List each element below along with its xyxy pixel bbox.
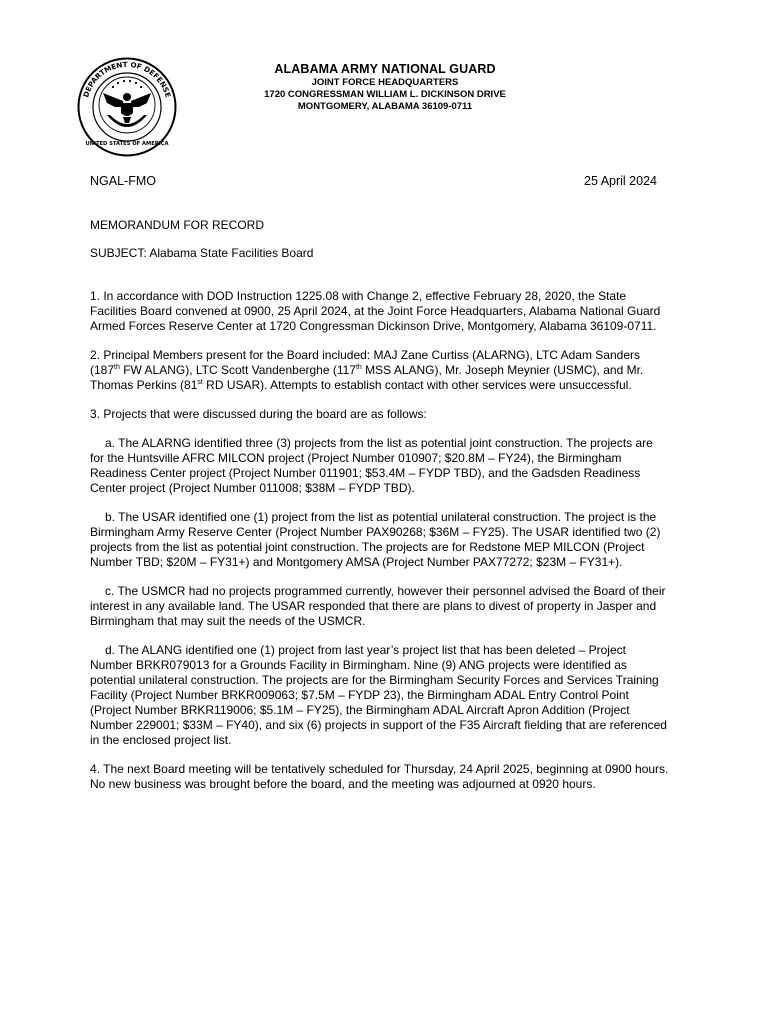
letterhead-line-3: MONTGOMERY, ALABAMA 36109-0711 <box>297 101 473 112</box>
ordinal-suffix: th <box>355 364 362 371</box>
letterhead-title: ALABAMA ARMY NATIONAL GUARD <box>274 62 496 76</box>
paragraph-2-text-c: MSS ALANG), Mr. Joseph Meynier (USMC), and Mr. Thomas Perkins (81 <box>90 363 644 392</box>
svg-text:UNITED STATES OF AMERICA: UNITED STATES OF AMERICA <box>85 141 169 147</box>
office-symbol: NGAL-FMO <box>90 174 156 188</box>
paragraph-3c: c. The USMCR had no projects programmed currently, however their personnel advised the Board of their interest in any available land. The USAR responded that there are plans to divest of property in Jasper and Birmingham that may suit the needs of the USMCR. <box>90 584 666 628</box>
paragraph-3d: d. The ALANG identified one (1) project from last year’s project list that has been deleted – Project Number BRKR079013 for a Grounds Facility in Birmingham. Nine (9) ANG projects were identified as potential unilateral construction. The projects are for the Birmingham Security Forces and Services Training Facility (Project Number BRKR009063; $7.5M – FYDP 23), the Birmingham ADAL Entry Control Point (Project Number BRKR119006; $5.1M – FY25), the Birmingham ADAL Aircraft Apron Addition (Project Number 229001; $33M – FY40), and six (6) projects in support of the F35 Aircraft fielding that are referenced in the enclosed project list. <box>90 643 667 747</box>
paragraph-2 <box>90 348 670 393</box>
dod-seal-icon <box>77 57 177 157</box>
paragraph-3: 3. Projects that were discussed during the board are as follows: <box>90 407 427 421</box>
memo-heading: MEMORANDUM FOR RECORD <box>90 218 264 232</box>
paragraph-3a: a. The ALARNG identified three (3) projects from the list as potential joint construction. The projects are for the Huntsville AFRC MILCON project (Project Number 010907; $20.8M – FY24), the Birmingham Readiness Center project (Project Number 011901; $53.4M – FYDP TBD), and the Gadsden Readiness Center project (Project Number 011008; $38M – FYDP TBD). <box>90 436 653 495</box>
ordinal-suffix: th <box>114 364 120 371</box>
memo-subject: SUBJECT: Alabama State Facilities Board <box>90 246 314 260</box>
memo-date: 25 April 2024 <box>584 174 657 188</box>
svg-text:DEPARTMENT OF DEFENSE: DEPARTMENT OF DEFENSE <box>81 59 173 99</box>
paragraph-2-text-b: FW ALANG), LTC Scott Vandenberghe (117 <box>119 363 356 377</box>
paragraph-2-text-a: 2. Principal Members present for the Board included: MAJ Zane Curtiss (ALARNG), LTC Adam Sanders (187 <box>90 348 641 377</box>
paragraph-4: 4. The next Board meeting will be tentatively scheduled for Thursday, 24 April 2025, beginning at 0900 hours. No new business was brought before the board, and the meeting was adjourned at 0920 hours. <box>90 762 669 791</box>
paragraph-1: 1. In accordance with DOD Instruction 1225.08 with Change 2, effective February 28, 2020, the State Facilities Board convened at 0900, 25 April 2024, at the Joint Force Headquarters, Alabama National Guard Armed Forces Reserve Center at 1720 Congressman Dickinson Drive, Montgomery, Alabama 36109-0711. <box>90 289 661 333</box>
paragraph-2-text-d: RD USAR). Attempts to establish contact with other services were unsuccessful. <box>202 378 632 392</box>
memo-body <box>90 218 670 806</box>
letterhead <box>200 62 570 113</box>
ordinal-suffix: st <box>197 379 203 386</box>
letterhead-line-2: 1720 CONGRESSMAN WILLIAM L. DICKINSON DRIVE <box>264 89 506 100</box>
letterhead-line-1: JOINT FORCE HEADQUARTERS <box>311 77 459 88</box>
paragraph-3b: b. The USAR identified one (1) project from the list as potential unilateral construction. The project is the Birmingham Army Reserve Center (Project Number PAX90268; $36M – FY25). The USAR identified two (2) projects from the list as potential joint construction. The projects are for Redstone MEP MILCON (Project Number TBD; $20M – FY31+) and Montgomery AMSA (Project Number PAX77272; $23M – FY31+). <box>90 510 661 569</box>
